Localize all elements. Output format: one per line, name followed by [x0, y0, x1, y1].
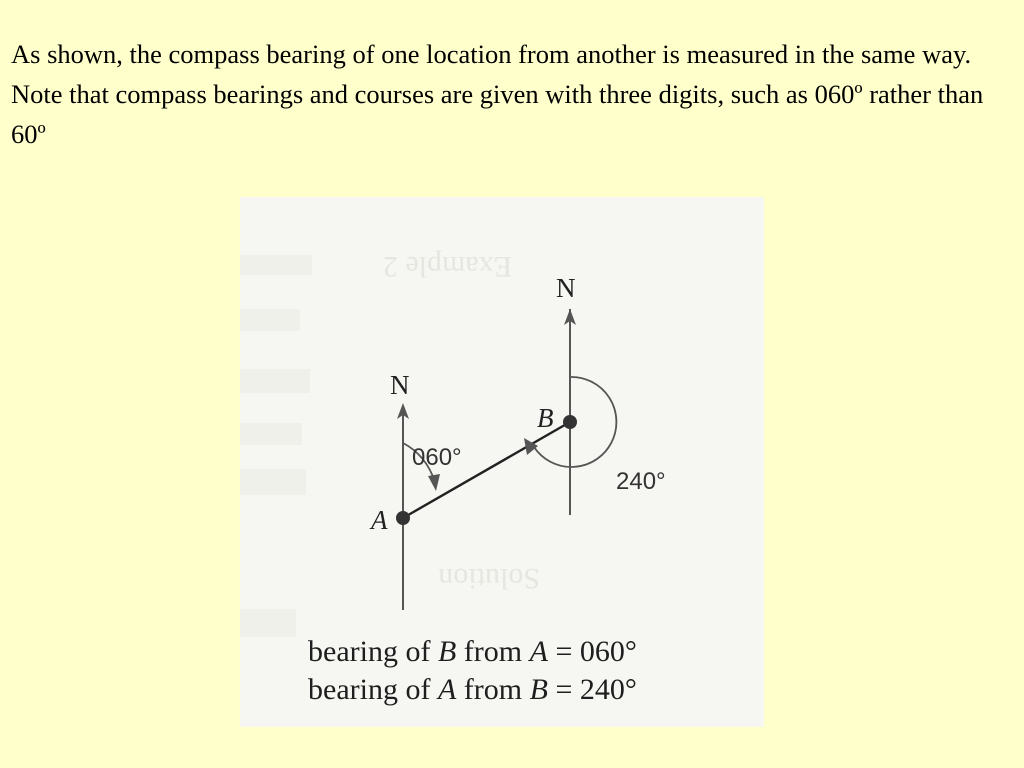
point-a-dot [396, 511, 410, 525]
ghost-solution: Solution [438, 562, 540, 595]
caption-point: B [529, 673, 548, 706]
bearing-caption [308, 633, 637, 709]
caption-point: A [437, 673, 457, 706]
caption-value: 060° [579, 635, 637, 668]
ghost-title: Example 2 [382, 250, 512, 283]
north-label-b: N [556, 273, 576, 303]
ghost-mark [240, 469, 306, 495]
ghost-mark [240, 423, 302, 445]
intro-paragraph: As shown, the compass bearing of one location from another is measured in the same way. Note that compass bearings and courses are given with three digits, such as 060º rather than 60º [11, 39, 984, 149]
caption-point: A [529, 635, 548, 668]
caption-text: from [456, 635, 530, 668]
caption-equals: = [547, 673, 580, 706]
caption-line-a-from-b [308, 671, 637, 709]
caption-point: B [437, 635, 457, 668]
angle-arc-a-arrow-icon [428, 474, 440, 491]
angle-label-b: 240° [616, 468, 666, 495]
angle-label-a: 060° [412, 444, 462, 471]
caption-text: from [456, 673, 530, 706]
caption-value: 240° [579, 673, 637, 706]
ghost-mark [240, 609, 296, 637]
north-label-a: N [390, 370, 410, 400]
point-b-label: B [537, 403, 554, 433]
ghost-mark [240, 309, 300, 331]
point-b-dot [563, 415, 577, 429]
caption-text: bearing of [308, 673, 438, 706]
caption-text: bearing of [308, 635, 438, 668]
caption-equals: = [547, 635, 580, 668]
ghost-mark [240, 255, 312, 275]
ghost-mark [240, 369, 310, 393]
bearing-figure [240, 197, 764, 727]
point-a-label: A [371, 505, 388, 535]
caption-line-b-from-a [308, 633, 637, 671]
